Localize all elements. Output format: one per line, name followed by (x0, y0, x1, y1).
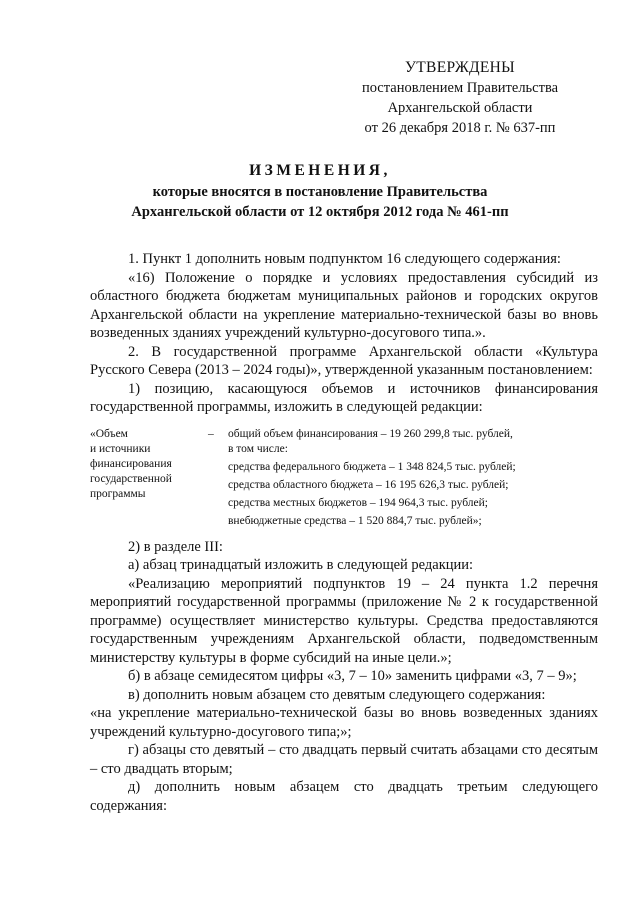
funding-offbudget: внебюджетные средства – 1 520 884,7 тыс. рублей»; (228, 514, 482, 527)
paragraph-point-1: 1. Пункт 1 дополнить новым подпунктом 16 следующего содержания: (128, 251, 561, 267)
paragraph-subpoint-1: 1) позицию, касающуюся объемов и источников финансирования государственной программы, изложить в следующей редакции: (90, 380, 598, 415)
paragraph-point-2: 2. В государственной программе Архангельской области «Культура Русского Севера (2013 – 2024 годы)», утвержденной указанным постановлением: (90, 343, 598, 378)
approval-block (340, 58, 580, 138)
funding-including: в том числе: (228, 442, 288, 455)
funding-local: средства местных бюджетов – 194 964,3 тыс. рублей; (228, 496, 488, 509)
funding-label (90, 427, 208, 532)
program-funding-table (90, 427, 598, 532)
paragraph-sub-b: б) в абзаце семидесятом цифры «3, 7 – 10» заменить цифрами «3, 7 – 9»; (128, 668, 577, 684)
paragraph-sub-a: а) абзац тринадцатый изложить в следующей редакции: (128, 557, 474, 573)
funding-values (226, 427, 598, 532)
paragraph-sub-v: в) дополнить новым абзацем сто девятым следующего содержания: (128, 686, 546, 703)
funding-label-line: программы (90, 487, 146, 500)
paragraph-sub-d: д) дополнить новым абзацем сто двадцать третьим следующего содержания: (90, 779, 598, 814)
approval-line: постановлением Правительства (361, 80, 559, 96)
approval-line: Архангельской области (387, 100, 533, 116)
funding-label-line: финансирования (90, 457, 172, 470)
title-subline: которые вносятся в постановление Правительства (152, 184, 488, 200)
title-subline: Архангельской области от 12 октября 2012 года № 461-пп (131, 204, 509, 220)
funding-label-line: государственной (90, 472, 172, 485)
document-body (90, 250, 598, 815)
funding-federal: средства федерального бюджета – 1 348 824,5 тыс. рублей; (228, 460, 516, 473)
paragraph-quote-v: «на укрепление материально-технической базы во вновь возведенных зданиях учреждений культурно-досугового типа;»; (90, 705, 598, 740)
document-title (80, 160, 560, 222)
title-main: ИЗМЕНЕНИЯ, (249, 162, 391, 179)
funding-dash: – (208, 427, 214, 440)
paragraph-section-3: 2) в разделе III: (128, 538, 223, 555)
approval-heading: УТВЕРЖДЕНЫ (405, 59, 515, 76)
paragraph-quote-a: «Реализацию мероприятий подпунктов 19 – 24 пункта 1.2 перечня мероприятий государственной программы (приложение № 2 к государственной программе) осуществляет министерство культуры. Средства предоставляются государственным учреждениям Архангельской области, подведомственным министерству культуры в форме субсидий на иные цели.»; (90, 575, 598, 666)
funding-total: общий объем финансирования – 19 260 299,8 тыс. рублей, (228, 427, 513, 440)
funding-label-line: и источники (90, 442, 151, 455)
paragraph-subpoint-16: «16) Положение о порядке и условиях предоставления субсидий из областного бюджета бюджетам муниципальных районов и городских округов Архангельской области на укрепление материально-технической базы во вновь возведенных зданиях учреждений культурно-досугового типа.». (90, 269, 598, 341)
funding-regional: средства областного бюджета – 16 195 626,3 тыс. рублей; (228, 478, 509, 491)
funding-label-line: «Объем (90, 427, 128, 440)
paragraph-sub-g: г) абзацы сто девятый – сто двадцать первый считать абзацами сто десятым – сто двадцать вторым; (90, 742, 598, 777)
approval-line: от 26 декабря 2018 г. № 637-пп (364, 120, 556, 136)
